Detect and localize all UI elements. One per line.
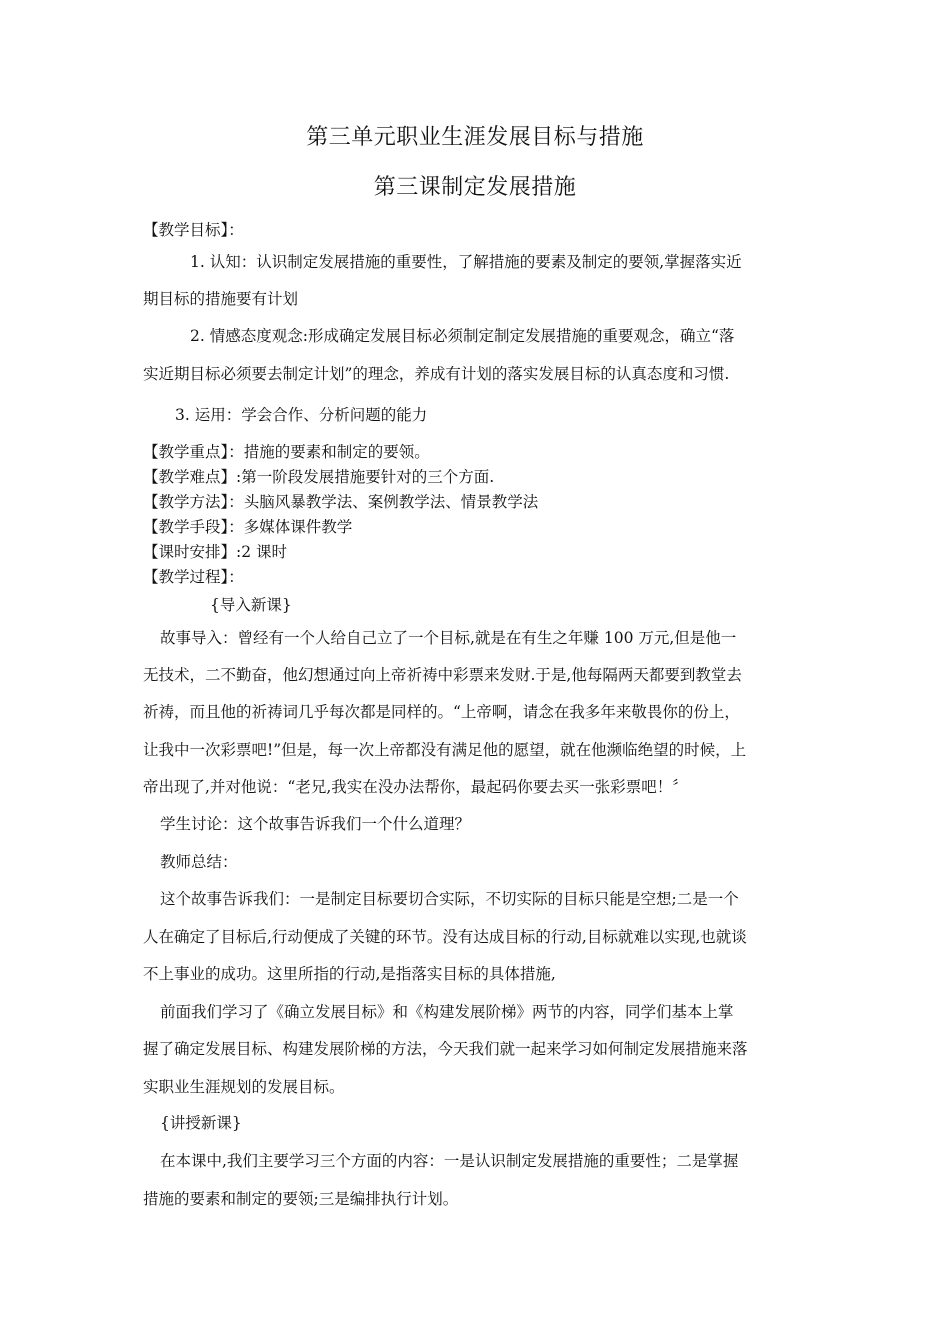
review-line-1: 前面我们学习了《确立发展目标》和《构建发展阶梯》两节的内容，同学们基本上掌	[160, 1003, 734, 1021]
goal-1-line-2: 期目标的措施要有计划	[143, 290, 299, 308]
summary-line-3: 不上事业的成功。这里所指的行动,是指落实目标的具体措施,	[143, 965, 556, 983]
content-line-1: 在本课中,我们主要学习三个方面的内容：一是认识制定发展措施的重要性；二是掌握	[160, 1152, 739, 1170]
story-line-5: 帝出现了,并对他说：“老兄,我实在没办法帮你，最起码你要去买一张彩票吧！〞	[143, 778, 688, 796]
teaching-means: 【教学手段】：多媒体课件教学	[143, 518, 353, 536]
story-line-1: 故事导入：曾经有一个人给自己立了一个目标,就是在有生之年赚 100 万元,但是他一	[160, 629, 737, 647]
content-line-2: 措施的要素和制定的要领;三是编排执行计划。	[143, 1190, 459, 1208]
teaching-focus: 【教学重点】：措施的要素和制定的要领。	[143, 443, 430, 461]
story-line-4: 让我中一次彩票吧!”但是，每一次上帝都没有满足他的愿望，就在他濒临绝望的时候，上	[143, 741, 747, 759]
story-line-2: 无技术，二不勤奋，他幻想通过向上帝祈祷中彩票来发财.于是,他每隔两天都要到教堂去	[143, 666, 742, 684]
summary-line-2: 人在确定了目标后,行动便成了关键的环节。没有达成目标的行动,目标就难以实现,也就谈	[143, 928, 747, 946]
teacher-summary-label: 教师总结：	[160, 853, 238, 871]
goal-1-line-1: 1. 认知：认识制定发展措施的重要性，了解措施的要素及制定的要领,掌握落实近	[190, 253, 742, 271]
teaching-method: 【教学方法】：头脑风暴教学法、案例教学法、情景教学法	[143, 493, 539, 511]
teaching-difficulty: 【教学难点】:第一阶段发展措施要针对的三个方面.	[143, 468, 495, 486]
review-line-2: 握了确定发展目标、构建发展阶梯的方法，今天我们就一起来学习如何制定发展措施来落	[143, 1040, 748, 1058]
class-schedule: 【课时安排】:2 课时	[143, 543, 288, 561]
lesson-title: 第三课制定发展措施	[373, 175, 577, 200]
summary-line-1: 这个故事告诉我们：一是制定目标要切合实际，不切实际的目标只能是空想;二是一个	[160, 890, 739, 908]
intro-section-header: {导入新课}	[210, 596, 292, 614]
goal-3: 3. 运用：学会合作、分析问题的能力	[175, 406, 428, 424]
student-discussion: 学生讨论：这个故事告诉我们一个什么道理？	[160, 815, 471, 833]
review-line-3: 实职业生涯规划的发展目标。	[143, 1078, 345, 1096]
story-line-3: 祈祷，而且他的祈祷词几乎每次都是同样的。“上帝啊，请念在我多年来敬畏你的份上，	[143, 703, 740, 721]
teaching-process: 【教学过程】：	[143, 568, 244, 586]
goal-2-line-2: 实近期目标必须要去制定计划”的理念，养成有计划的落实发展目标的认真态度和习惯.	[143, 365, 730, 383]
unit-title: 第三单元职业生涯发展目标与措施	[306, 125, 644, 150]
goal-2-line-1: 2. 情感态度观念:形成确定发展目标必须制定制定发展措施的重要观念，确立“落	[190, 327, 735, 345]
goals-header: 【教学目标】：	[143, 221, 244, 239]
lecture-section-header: {讲授新课}	[160, 1114, 242, 1132]
